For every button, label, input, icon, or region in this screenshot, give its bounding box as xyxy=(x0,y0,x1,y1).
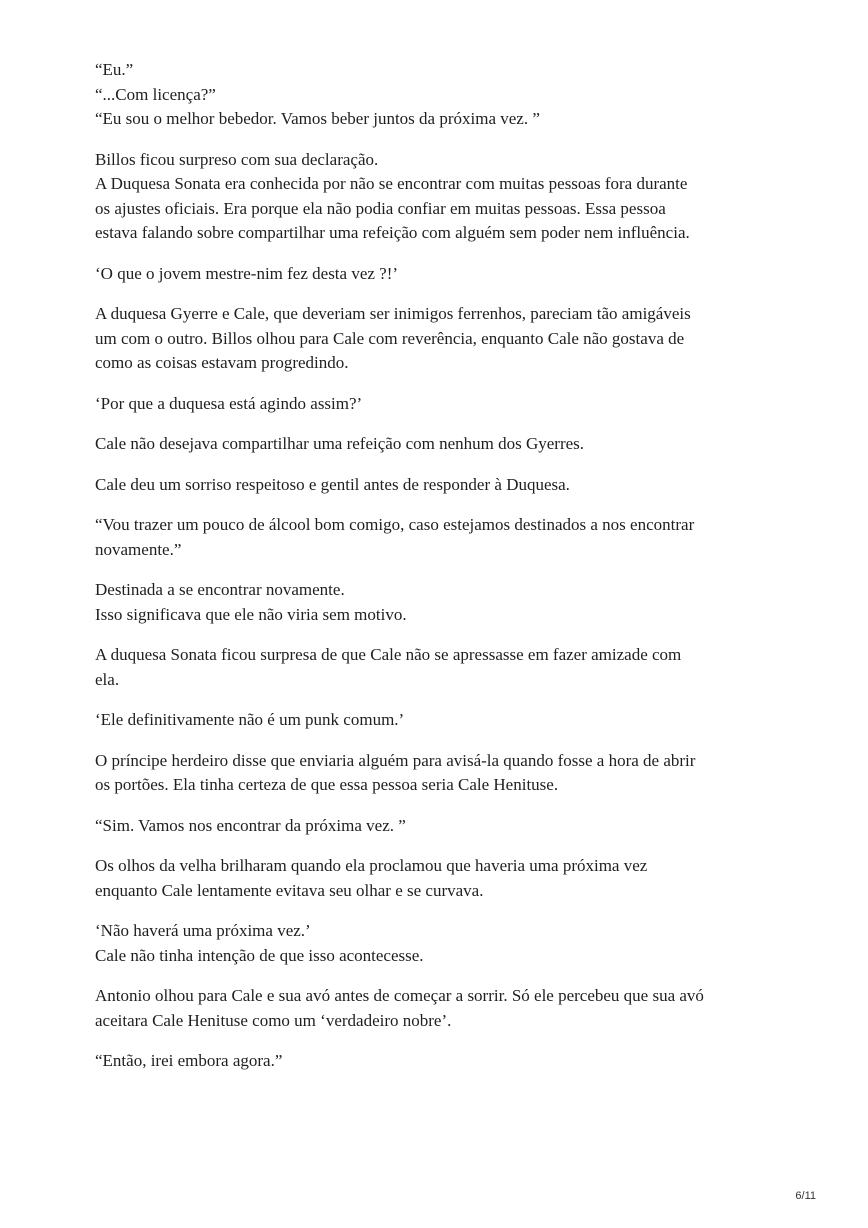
text-line: os ajustes oficiais. Era porque ela não podia confiar em muitas pessoas. Essa pessoa xyxy=(95,198,666,218)
text-line: ‘Não haverá uma próxima vez.’ xyxy=(95,921,311,940)
text-line: Cale deu um sorriso respeitoso e gentil antes de responder à Duquesa. xyxy=(95,474,570,494)
text-line: Os olhos da velha brilharam quando ela proclamou que haveria uma próxima vez xyxy=(95,856,648,875)
paragraph xyxy=(95,708,795,733)
text-line: O príncipe herdeiro disse que enviaria alguém para avisá-la quando fosse a hora de abrir xyxy=(95,750,696,770)
paragraph xyxy=(95,749,795,798)
text-line: Destinada a se encontrar novamente. xyxy=(95,580,345,599)
text-line: ‘O que o jovem mestre-nim fez desta vez ?!’ xyxy=(95,263,399,283)
paragraph xyxy=(95,643,795,692)
text-line: um com o outro. Billos olhou para Cale com reverência, enquanto Cale não gostava de xyxy=(95,328,685,348)
text-line: ‘Por que a duquesa está agindo assim?’ xyxy=(95,393,363,413)
text-line: como as coisas estavam progredindo. xyxy=(95,353,349,372)
paragraph xyxy=(95,513,795,562)
paragraph xyxy=(95,854,795,903)
paragraph xyxy=(95,58,795,132)
text-line: aceitara Cale Henituse como um ‘verdadeiro nobre’. xyxy=(95,1010,452,1030)
paragraph xyxy=(95,148,795,246)
paragraph xyxy=(95,1049,795,1074)
paragraph xyxy=(95,578,795,627)
text-line: “Vou trazer um pouco de álcool bom comigo, caso estejamos destinados a nos encontrar xyxy=(95,515,695,534)
document-body xyxy=(95,58,795,1090)
text-line: “...Com licença?” xyxy=(95,84,216,104)
text-line: A duquesa Gyerre e Cale, que deveriam ser inimigos ferrenhos, pareciam tão amigáveis xyxy=(95,304,691,323)
page-number: 6/11 xyxy=(795,1190,816,1202)
paragraph xyxy=(95,262,795,287)
text-line: enquanto Cale lentamente evitava seu olhar e se curvava. xyxy=(95,880,484,900)
text-line: “Eu.” xyxy=(95,60,134,79)
paragraph xyxy=(95,919,795,968)
paragraph xyxy=(95,473,795,498)
text-line: Billos ficou surpreso com sua declaração. xyxy=(95,149,379,169)
paragraph xyxy=(95,432,795,457)
text-line: A Duquesa Sonata era conhecida por não se encontrar com muitas pessoas fora durante xyxy=(95,174,688,193)
text-line: ela. xyxy=(95,669,120,689)
text-line: Cale não tinha intenção de que isso acontecesse. xyxy=(95,945,424,965)
text-line: “Sim. Vamos nos encontrar da próxima vez. ” xyxy=(95,815,406,835)
text-line: ‘Ele definitivamente não é um punk comum.’ xyxy=(95,710,405,729)
text-line: estava falando sobre compartilhar uma refeição com alguém sem poder nem influência. xyxy=(95,223,690,242)
text-line: Antonio olhou para Cale e sua avó antes de começar a sorrir. Só ele percebeu que sua avó xyxy=(95,986,704,1005)
text-line: A duquesa Sonata ficou surpresa de que Cale não se apressasse em fazer amizade com xyxy=(95,645,682,664)
text-line: novamente.” xyxy=(95,539,182,559)
text-line: Isso significava que ele não viria sem motivo. xyxy=(95,604,407,624)
paragraph xyxy=(95,302,795,376)
text-line: “Eu sou o melhor bebedor. Vamos beber juntos da próxima vez. ” xyxy=(95,109,540,128)
text-line: Cale não desejava compartilhar uma refeição com nenhum dos Gyerres. xyxy=(95,434,585,453)
paragraph xyxy=(95,984,795,1033)
paragraph xyxy=(95,392,795,417)
text-line: “Então, irei embora agora.” xyxy=(95,1051,283,1070)
text-line: os portões. Ela tinha certeza de que essa pessoa seria Cale Henituse. xyxy=(95,775,559,794)
paragraph xyxy=(95,814,795,839)
